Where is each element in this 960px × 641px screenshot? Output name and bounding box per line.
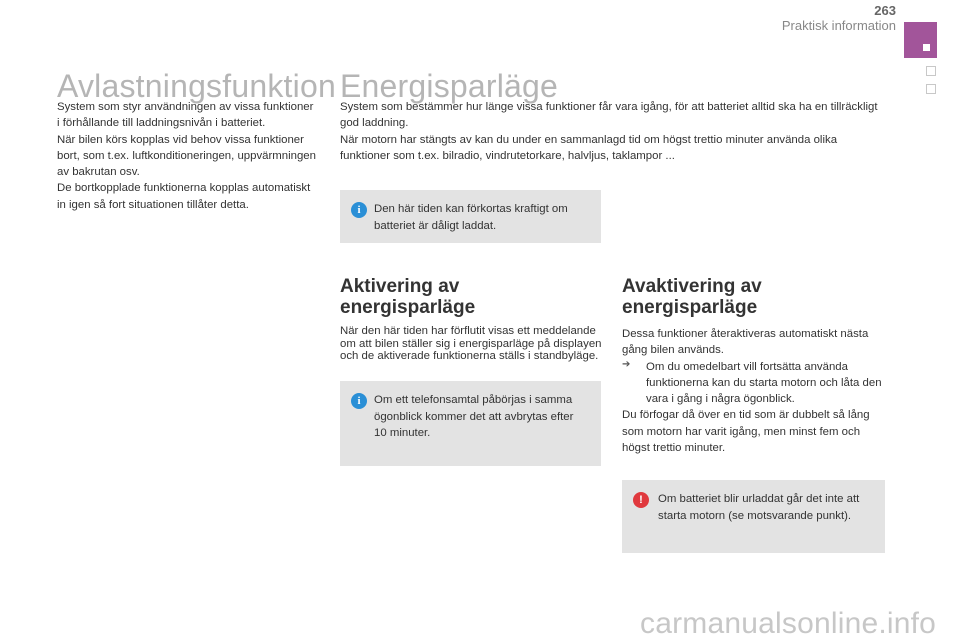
- warning-icon: !: [633, 492, 649, 508]
- activation-title: [340, 276, 602, 318]
- watermark: carmanualsonline.info: [640, 607, 937, 640]
- section-title: Praktisk information: [781, 18, 896, 33]
- left-body: [57, 99, 319, 213]
- deactivation-title-line2: energisparläge: [622, 297, 758, 318]
- chapter-tab-empty[interactable]: [926, 84, 936, 94]
- page-number: 263: [874, 3, 896, 18]
- info-note-short-time: [340, 190, 601, 243]
- deactivation-text: Dessa funktioner återaktiveras automatiskt nästa gång bilen används.: [622, 328, 869, 357]
- info-icon: i: [351, 202, 367, 218]
- deactivation-title: [622, 276, 886, 318]
- main-title: Energisparläge: [340, 68, 559, 104]
- info-icon: i: [351, 393, 367, 409]
- left-paragraph: När bilen körs kopplas vid behov vissa funktioner bort, som t.ex. luftkonditioneringen, uppvärmningen av bakrutan osv.: [57, 133, 316, 179]
- info-note-phone-call: [340, 381, 601, 466]
- bullet-text: Om du omedelbart vill fortsätta använda funktionerna kan du starta motorn och låta den vara i gång i några ögonblick.: [646, 360, 882, 406]
- chapter-tab-active[interactable]: [904, 22, 937, 58]
- bullet-item: [622, 359, 886, 408]
- activation-text: När den här tiden har förflutit visas ett meddelande om att bilen ställer sig i energisparläge på displayen och de aktiverade funktionerna ställs i standbyläge.: [340, 325, 602, 363]
- left-paragraph: System som styr användningen av vissa funktioner i förhållande till laddningsnivån i batteriet.: [57, 101, 314, 130]
- main-paragraph: System som bestämmer hur länge vissa funktioner får vara igång, för att batteriet alltid ska ha en tillräckligt god laddning.: [340, 101, 878, 130]
- chapter-tab-empty[interactable]: [926, 66, 936, 76]
- main-paragraph: När motorn har stängts av kan du under en sammanlagd tid om högst trettio minuter använda olika funktioner som t.ex. bilradio, vindrutetorkare, halvljus, taklampor ...: [340, 133, 838, 162]
- deactivation-text: Du förfogar då över en tid som är dubbelt så lång som motorn har varit igång, men minst fem och högst trettio minuter.: [622, 409, 870, 455]
- activation-title-line2: energisparläge: [340, 297, 476, 318]
- note-text: Den här tiden kan förkortas kraftigt om batteriet är dåligt laddat.: [374, 203, 568, 232]
- deactivation-section: [622, 276, 886, 456]
- left-title: Avlastningsfunktion: [57, 68, 336, 104]
- left-paragraph: De bortkopplade funktionerna kopplas automatiskt in igen så fort situationen tillåter detta.: [57, 182, 311, 211]
- activation-title-line1: Aktivering av: [340, 276, 460, 297]
- activation-section: [340, 276, 602, 363]
- deactivation-title-line1: Avaktivering av: [622, 276, 762, 297]
- warning-note-battery: [622, 480, 885, 553]
- arrow-bullet-icon: ➔: [622, 358, 631, 370]
- main-body: [340, 99, 885, 164]
- note-text: Om ett telefonsamtal påbörjas i samma ögonblick kommer det att avbrytas efter 10 minuter.: [374, 394, 574, 439]
- note-text: Om batteriet blir urladdat går det inte att starta motorn (se motsvarande punkt).: [658, 493, 860, 522]
